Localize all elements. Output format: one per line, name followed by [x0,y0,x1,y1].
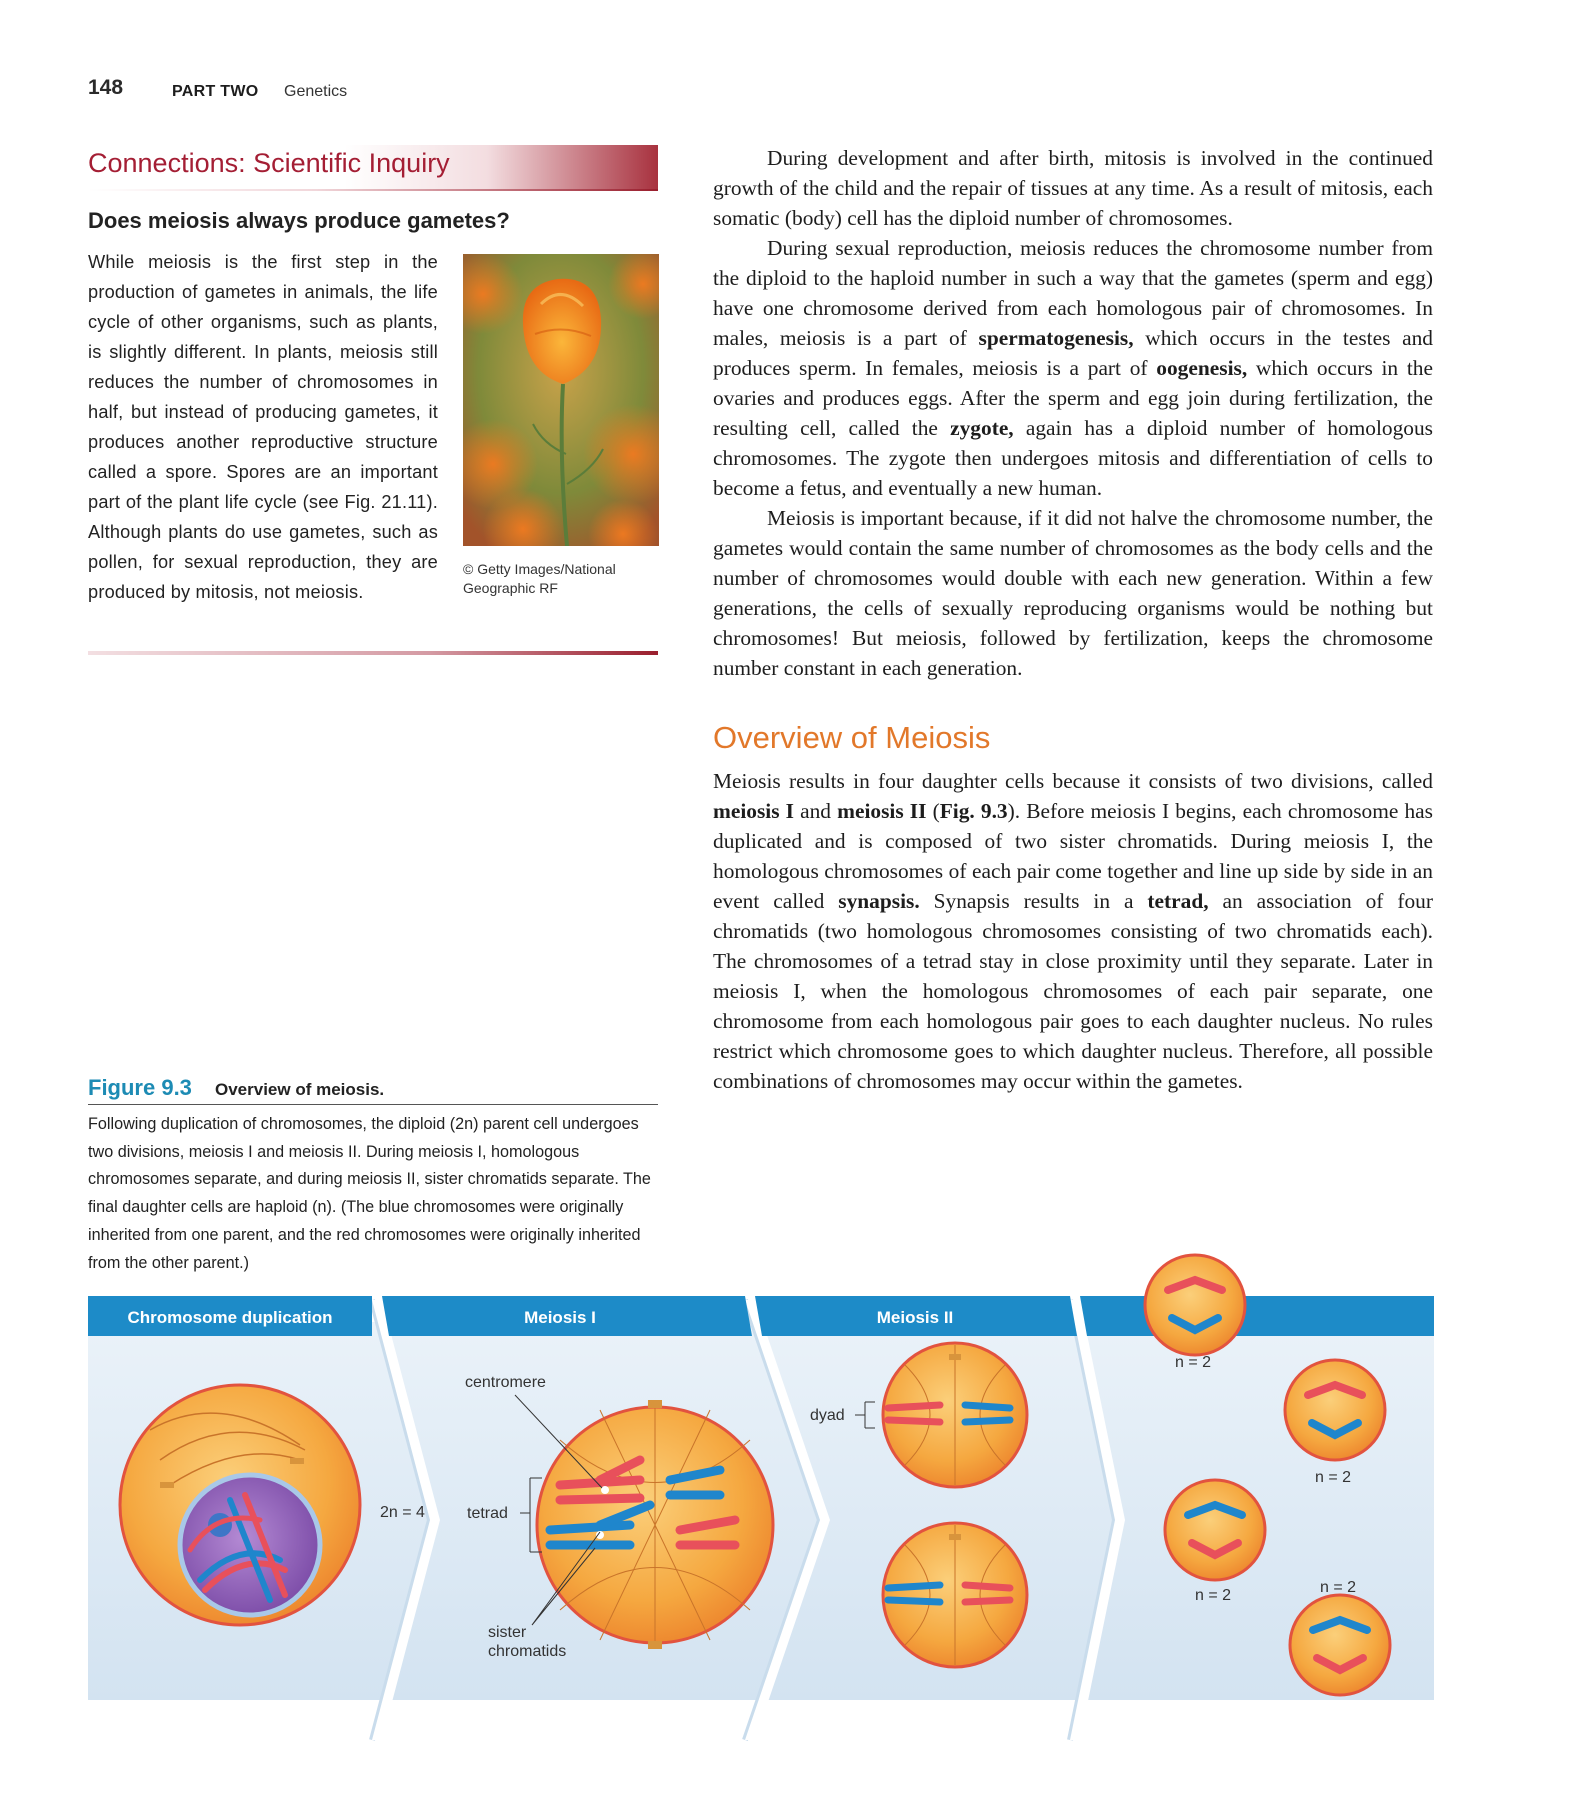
term-tetrad: tetrad, [1147,889,1209,913]
label-2n-4: 2n = 4 [380,1504,425,1521]
photo-credit: © Getty Images/National Geographic RF [463,561,616,596]
figure-title: Overview of meiosis. [215,1080,385,1099]
page-number: 148 [88,76,124,99]
connections-question: Does meiosis always produce gametes? [88,208,510,233]
ov-text-a: Meiosis results in four daughter cells because it consists of two divisions, called [713,769,1433,793]
meiosis-ii-cell-top [883,1343,1027,1487]
label-tetrad: tetrad [467,1505,508,1522]
p2-text-a: During sexual reproduction, meiosis reduces the chromosome number from the diploid to the haploid number in such a way that the gametes (sperm and egg) have one chromosome derived from each homologous pair of chromosomes. In males, meiosis is a part of [713,236,1433,350]
stage-label-meiosis-i: Meiosis I [524,1308,596,1327]
term-synapsis: synapsis. [838,889,920,913]
meiosis-ii-cell-bottom [883,1523,1027,1667]
ov-text-c: ( [926,799,940,823]
stage-label-duplication: Chromosome duplication [127,1308,333,1327]
connections-title: Connections: Scientific Inquiry [88,148,450,178]
part-title: Genetics [284,83,348,100]
p2-text-c: which occurs in the ovaries and produces eggs. After the sperm and egg join during fertilization, the resulting cell, called the [713,356,1433,440]
paragraph-3: Meiosis is important because, if it did not halve the chromosome number, the gametes would contain the same number of chromosomes as the body cells and the number of chromosomes would double with each new generation. Within a few generations, the cells of sexually reproducing organisms would be nothing but chromosomes! But meiosis, followed by fertilization, keeps the chromosome number constant in each generation. [713,506,1433,680]
label-chromatids: chromatids [488,1643,567,1660]
term-meiosis-i: meiosis I [713,799,794,823]
figure-reference[interactable]: Fig. 9.3 [939,799,1008,823]
p2-text-b: which occurs in the testes and produces sperm. In females, meiosis is a part of [713,326,1433,380]
p2-text-d: again has a diploid number of homologous chromosomes. The zygote then undergoes mitosis and differentiation of cells to become a fetus, and eventually a new human. [713,416,1433,500]
label-centromere: centromere [465,1374,546,1391]
ov-text-e: Synapsis results in a [919,889,1148,913]
label-n-4: n = 2 [1320,1579,1357,1596]
ov-text-d: ). Before meiosis I begins, each chromosome has duplicated and is composed of two sister chromatids. During meiosis I, the homologous chromosomes of each pair come together and line up side by side in an event called [713,799,1434,913]
overview-heading: Overview of Meiosis [713,720,991,755]
stage-label-meiosis-ii: Meiosis II [876,1308,954,1327]
daughter-cell-4 [1290,1595,1390,1695]
stage-band-4 [1080,1296,1434,1336]
label-n-2: n = 2 [1315,1469,1352,1486]
term-meiosis-ii: meiosis II [837,799,927,823]
term-zygote: zygote, [950,416,1014,440]
part-label: PART TWO [172,83,259,100]
parent-cell [120,1385,360,1625]
label-dyad: dyad [810,1407,845,1424]
ov-text-f: an association of four chromatids (two homologous chromosomes consisting of two chromatids each). The chromosomes of a tetrad stay in close proximity until they separate. Later in meiosis I, when the homologous chromosomes of each pair separate, one chromosome from each homologous pair goes to each daughter nucleus. No rules restrict which chromosome goes to which daughter nucleus. Therefore, all possible combinations of chromosomes may occur within the gametes. [713,889,1433,1093]
figure-label: Figure 9.3 [88,1075,192,1100]
label-sister: sister [488,1624,527,1641]
daughter-cell-2 [1285,1360,1385,1460]
daughter-cell-3 [1165,1480,1265,1580]
connections-body: While meiosis is the first step in the production of gametes in animals, the life cycle of other organisms, such as plants, is slightly different. In plants, meiosis still reduces the number of chromosomes in half, but instead of producing gametes, it produces another reproductive structure called a spore. Spores are an important part of the plant life cycle (see Fig. 21.11). Although plants do use gametes, such as pollen, for sexual reproduction, they are produced by mitosis, not meiosis. [88,252,438,602]
paragraph-1: During development and after birth, mitosis is involved in the continued growth of the child and the repair of tissues at any time. As a result of mitosis, each somatic (body) cell has the diploid number of chromosomes. [713,146,1433,230]
label-n-1: n = 2 [1175,1354,1212,1371]
figure-caption: Following duplication of chromosomes, the diploid (2n) parent cell undergoes two divisions, meiosis I and meiosis II. During meiosis I, homologous chromosomes separate, and during meiosis II, sister chromatids separate. The final daughter cells are haploid (n). (The blue chromosomes were originally inherited from one parent, and the red chromosomes were originally inherited from the other parent.) [88,1115,651,1272]
term-spermatogenesis: spermatogenesis, [978,326,1134,350]
term-oogenesis: oogenesis, [1156,356,1248,380]
ov-text-b: and [794,799,838,823]
label-n-3: n = 2 [1195,1587,1232,1604]
daughter-cell-1 [1145,1255,1245,1355]
